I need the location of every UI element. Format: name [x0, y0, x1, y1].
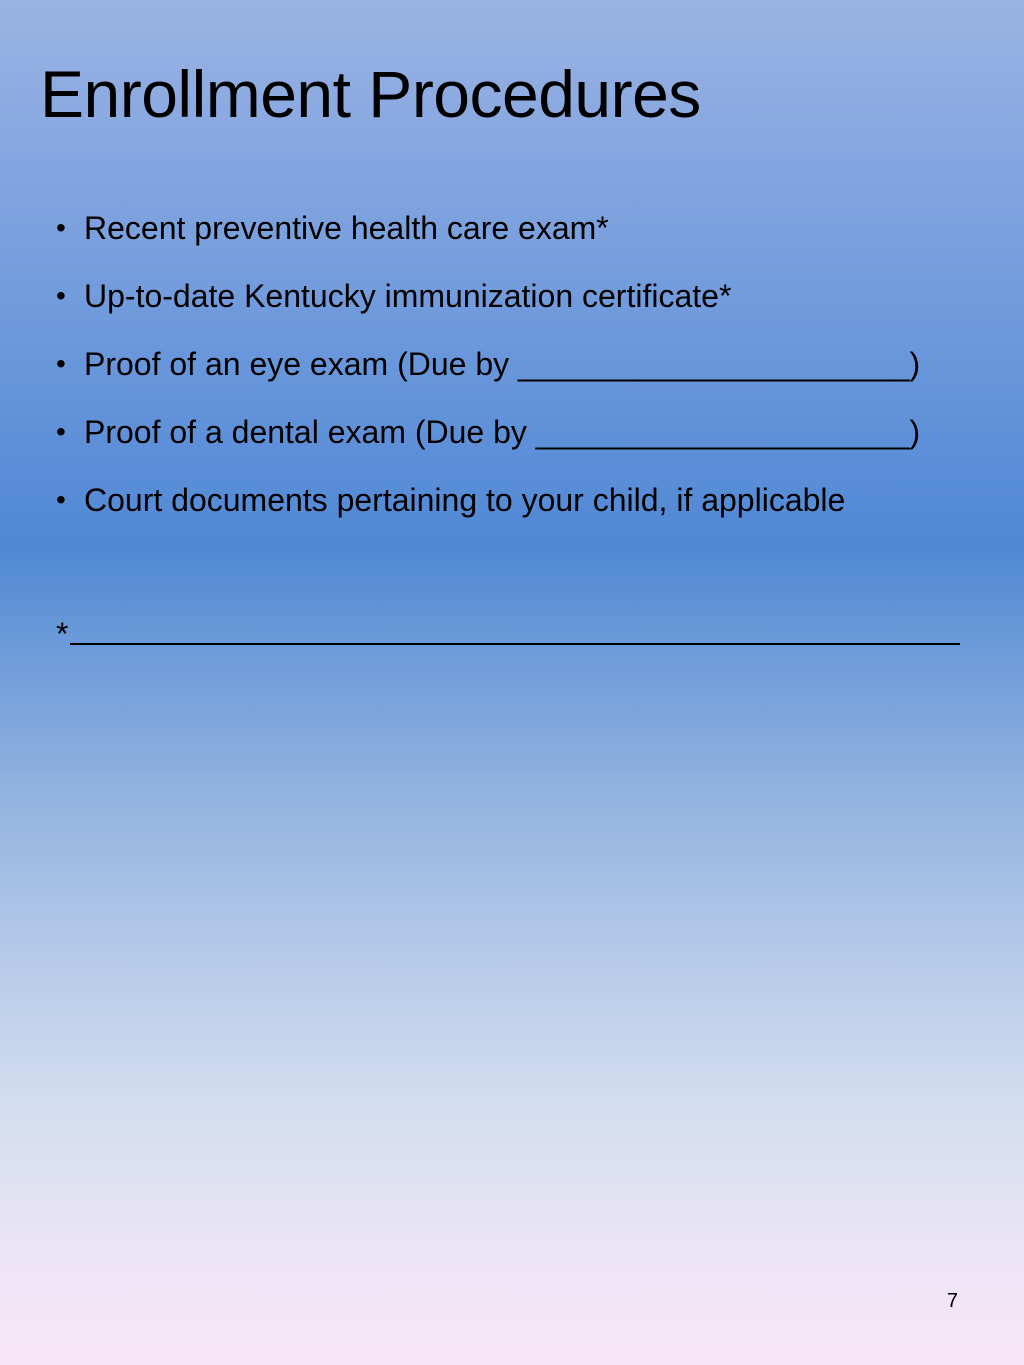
bullet-text: Recent preventive health care exam*	[84, 210, 609, 246]
bullet-icon: •	[56, 348, 66, 379]
bullet-icon: •	[56, 484, 66, 515]
footnote-blank-line	[70, 643, 960, 645]
bullet-text: Proof of an eye exam (Due by ______________________)	[84, 346, 921, 382]
footnote-marker: *	[56, 616, 69, 652]
footnote	[56, 612, 960, 656]
bullet-list	[56, 202, 996, 542]
bullet-item	[56, 406, 996, 474]
bullet-icon: •	[56, 280, 66, 311]
bullet-item	[56, 474, 996, 542]
bullet-text: Up-to-date Kentucky immunization certificate*	[84, 278, 732, 314]
bullet-icon: •	[56, 212, 66, 243]
bullet-item	[56, 270, 996, 338]
bullet-text: Proof of a dental exam (Due by _____________________)	[84, 414, 921, 450]
bullet-item	[56, 338, 996, 406]
bullet-text: Court documents pertaining to your child, if applicable	[84, 482, 846, 518]
page-number: 7	[946, 1290, 958, 1312]
bullet-item	[56, 202, 996, 270]
bullet-icon: •	[56, 416, 66, 447]
slide-title: Enrollment Procedures	[40, 57, 701, 131]
